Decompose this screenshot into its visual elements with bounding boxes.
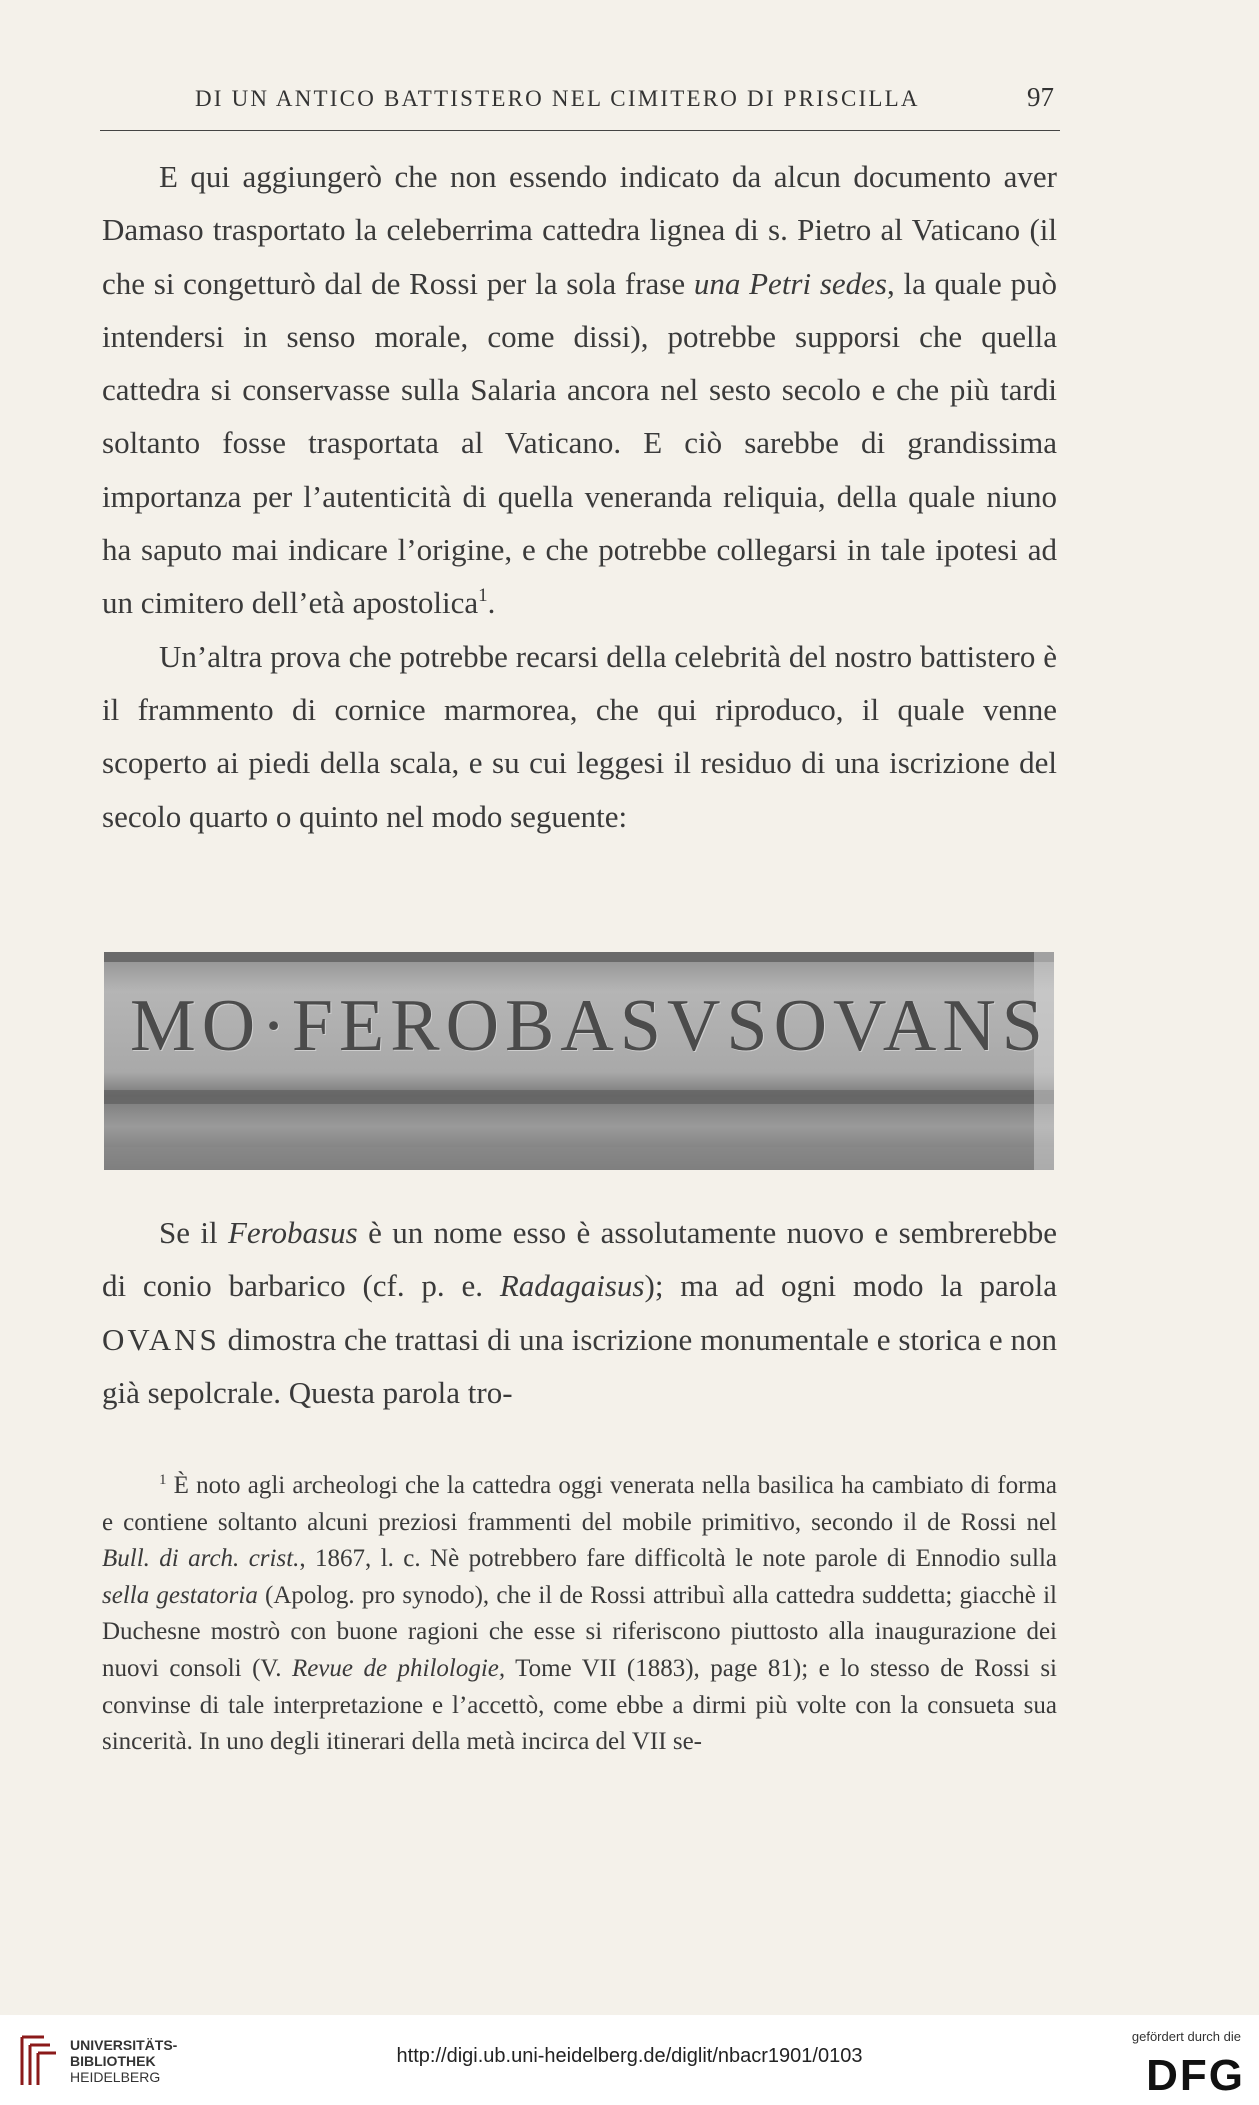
library-line: HEIDELBERG (70, 2069, 161, 2085)
permalink[interactable]: http://digi.ub.uni-heidelberg.de/diglit/nbacr1901/0103 (396, 2045, 863, 2067)
italic-name: Ferobasus (227, 1215, 358, 1250)
page-number: 97 (1027, 82, 1054, 112)
italic-phrase: sella gestatoria (102, 1581, 258, 1609)
text-run: dimostra che trattasi di una iscrizione monumentale e storica e non già sepolcrale. Questa parola tro- (102, 1321, 1057, 1410)
text-run: . (487, 585, 496, 621)
spaced-word: OVANS (102, 1321, 220, 1357)
paragraph-3 (102, 1206, 1057, 1419)
inscription-lettering: MO·FEROBASVSOVANS (130, 985, 1049, 1067)
text-run: Tome VII (1883), page 81); e lo stesso de Rossi si convinse di tale interpretazione e l’accettò, come ebbe a dirmi più volte con la consueta sua sincerità. In uno degli itinerari della metà incirca del VII se- (102, 1654, 1057, 1756)
page-header (100, 80, 1060, 131)
italic-name: Radagaisus (499, 1268, 645, 1304)
funding-note: gefördert durch die (1131, 2029, 1241, 2044)
footnote-number: 1 (159, 1472, 167, 1488)
paragraph-2: Un’altra prova che potrebbe recarsi della celebrità del nostro battistero è il frammento di cornice marmorea, che qui riproduco, il quale venne scoperto ai piedi della scala, e su cui leggesi il residuo di una iscrizione del secolo quarto o quinto nel modo seguente: (102, 638, 1057, 834)
italic-title: Revue de philologie, (291, 1654, 506, 1682)
paragraph-1 (102, 150, 1057, 630)
library-line: BIBLIOTHEK (70, 2053, 156, 2069)
digitization-footer (0, 2015, 1259, 2105)
text-run: , 1867, l. c. Nè potrebbero fare difficoltà le note parole di Ennodio sulla (299, 1545, 1057, 1573)
inscription-photo (104, 952, 1054, 1170)
dfg-logo: DFG (1146, 2051, 1245, 2100)
footnote (102, 1468, 1057, 1761)
footnote-1 (102, 1468, 1057, 1761)
italic-phrase: una Petri sedes (693, 265, 887, 301)
main-text-continued (102, 1206, 1057, 1419)
text-run: ); ma ad ogni modo la parola (644, 1268, 1057, 1304)
text-run: Se il (159, 1215, 228, 1250)
text-run: È noto agli archeologi che la cattedra oggi venerata nella basilica ha cambiato di forma e contiene soltanto alcuni preziosi frammenti del mobile primitivo, secondo il de Rossi nel (102, 1472, 1057, 1536)
italic-title: Bull. di arch. crist. (102, 1545, 300, 1573)
text-run: è un nome esso è assolutamente nuovo e sembrerebbe di conio barbarico (cf. p. e. (102, 1215, 1057, 1304)
text-run: E qui aggiungerò che non essendo indicato da alcun documento aver Damaso trasportato la celeberrima cattedra lignea di s. Pietro al Vaticano (il che si congetturò dal de Rossi per la sola frase (102, 159, 1057, 301)
library-line: UNIVERSITÄTS- (70, 2037, 178, 2053)
text-run: , la quale può intendersi in senso morale, come dissi), potrebbe supporsi che quella cattedra si conservasse sulla Salaria ancora nel sesto secolo e che più tardi soltanto fosse trasportata al Vaticano. E ciò sarebbe di grandissima importanza per l’autenticità di quella veneranda reliquia, della quale niuno ha saputo mai indicare l’origine, e che potrebbe collegarsi in tale ipotesi ad un cimitero dell’età apostolica (102, 265, 1057, 621)
footnote-marker: 1 (478, 585, 488, 607)
text-run: (Apolog. pro synodo), che il de Rossi attribuì alla cattedra suddetta; giacchè il Duchesne mostrò con buone ragioni che esse si riferiscono piuttosto alla inaugurazione dei nuovi consoli (V. (102, 1581, 1057, 1682)
running-head: DI UN ANTICO BATTISTERO NEL CIMITERO DI PRISCILLA (195, 86, 920, 111)
main-text (102, 150, 1057, 843)
